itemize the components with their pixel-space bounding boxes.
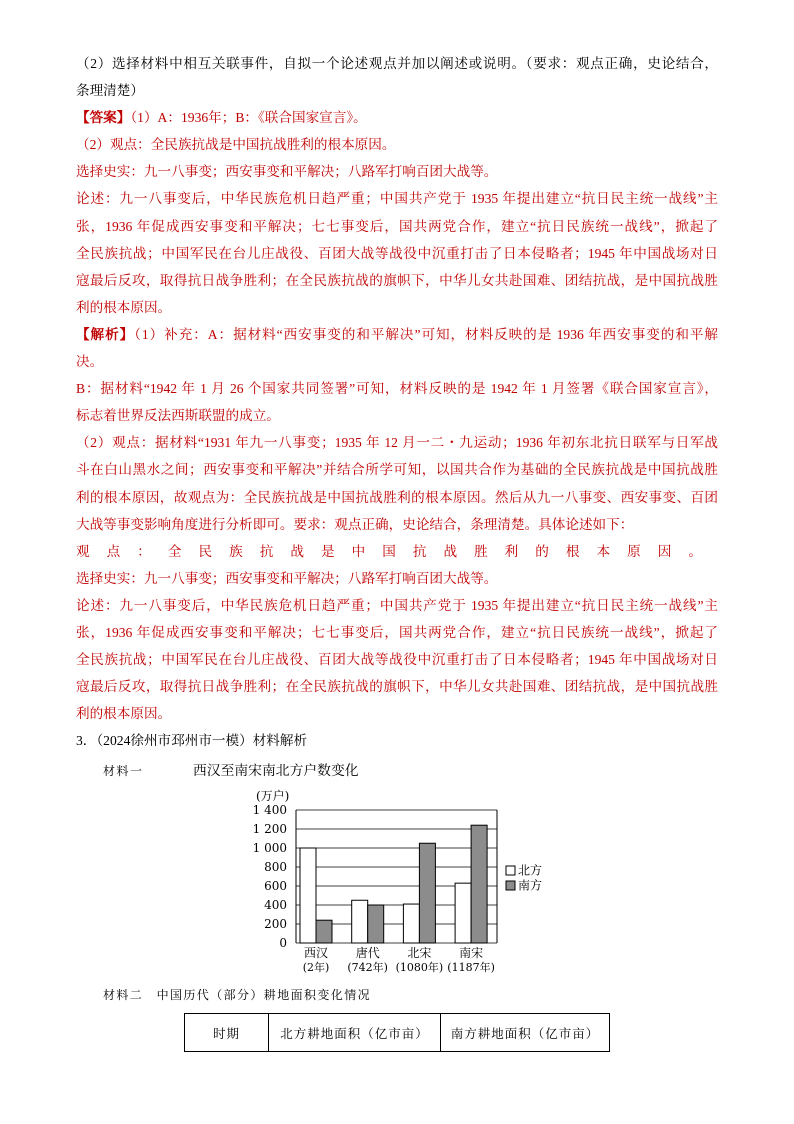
question-line: （2）选择材料中相互关联事件，自拟一个论述观点并加以阐述或说明。（要求：观点正确，史论结合， [76, 56, 718, 71]
chart-title: 西汉至南宋南北方户数变化 [193, 763, 359, 778]
bar-series-1-category-3 [471, 825, 487, 943]
x-tick-label: 南宋 [459, 946, 484, 960]
legend-label: 北方 [518, 863, 543, 878]
legend-swatch [506, 866, 515, 875]
analysis-line: B：据材料“1942 年 1 月 26 个国家共同签署”可知，材料反映的是 1942 年 1 月签署《联合国家宣言》， [76, 381, 718, 397]
bar-series-1-category-0 [316, 920, 332, 943]
bar-series-0-category-3 [455, 883, 471, 943]
analysis-line: 寇最后反攻，取得抗日战争胜利；在全民族抗战的旗帜下，中华儿女共赴国难、团结抗战，是中国抗战胜 [76, 679, 718, 695]
answer-line: 利的根本原因。 [76, 299, 172, 315]
analysis-line: （2）观点：据材料“1931 年九一八事变；1935 年 12 月一二・九运动；1936 年初东北抗日联军与日军战 [76, 435, 718, 451]
analysis-text: （1）补充：A：据材料“西安事变的和平解决”可知，材料反映的是 1936 年西安事变的和平解 [134, 326, 719, 342]
analysis-line: 决。 [76, 354, 104, 370]
bar-series-1-category-1 [368, 905, 384, 943]
analysis-line: 标志着世界反法西斯联盟的成立。 [76, 408, 280, 424]
analysis-line: 大战等事变影响角度进行分析即可。要求：观点正确，史论结合，条理清楚。具体论述如下： [76, 516, 634, 532]
material-2-caption: 材料二 中国历代（部分）耕地面积变化情况 [103, 988, 372, 1002]
y-tick-label: 400 [264, 898, 287, 912]
y-tick-label: 0 [279, 936, 287, 950]
x-tick-sublabel: (2年) [302, 961, 330, 974]
analysis-first-line [76, 321, 718, 348]
analysis-viewpoint-line: 观点：全民族抗战是中国抗战胜利的根本原因。 [76, 543, 702, 559]
y-tick-label: 600 [264, 879, 287, 893]
farmland-table [184, 1013, 610, 1052]
analysis-line: 论述：九一八事变后，中华民族危机日趋严重；中国共产党于 1935 年提出建立“抗日民主统一战线”主 [76, 597, 718, 613]
question-3-heading: 3．（2024徐州市邳州市一模）材料解析 [76, 733, 308, 749]
bar-series-1-category-2 [419, 843, 435, 943]
analysis-line: 利的根本原因，故观点为：全民族抗战是中国抗战胜利的根本原因。然后从九一八事变、西安事变、百团 [76, 489, 718, 505]
legend-label: 南方 [518, 878, 543, 893]
analysis-line: 斗在白山黑水之间；西安事变和平解决”并结合所学可知，以国共合作为基础的全民族抗战是中国抗战胜 [76, 462, 718, 478]
answer-line: 全民族抗战；中国军民在台儿庄战役、百团大战等战役中沉重打击了日本侵略者；1945 年中国战场对日 [76, 245, 718, 261]
answer-line: 寇最后反攻，取得抗日战争胜利；在全民族抗战的旗帜下，中华儿女共赴国难、团结抗战，是中国抗战胜 [76, 272, 718, 288]
bar-series-0-category-2 [403, 904, 419, 943]
x-tick-label: 西汉 [303, 946, 329, 960]
bar-series-0-category-0 [300, 848, 316, 943]
y-tick-label: 1 200 [252, 822, 287, 836]
question-line: 条理清楚） [76, 83, 144, 99]
analysis-line: 全民族抗战；中国军民在台儿庄战役、百团大战等战役中沉重打击了日本侵略者；1945 年中国战场对日 [76, 652, 718, 668]
x-tick-sublabel: (1080年) [395, 961, 444, 974]
y-tick-label: 1 400 [252, 803, 287, 817]
bar-series-0-category-1 [352, 900, 368, 943]
y-axis-label: (万户) [256, 789, 290, 803]
y-tick-label: 200 [264, 917, 287, 931]
y-tick-label: 800 [264, 860, 287, 874]
table-header-north-area: 北方耕地面积（亿市亩） [269, 1014, 441, 1052]
answer-text: （1）A：1936年；B：《联合国家宣言》。 [130, 110, 367, 126]
table-header-row [185, 1014, 610, 1052]
legend-swatch [506, 881, 515, 890]
table-header-south-area: 南方耕地面积（亿市亩） [441, 1014, 610, 1052]
analysis-line: 张，1936 年促成西安事变和平解决；七七事变后，国共两党合作，建立“抗日民族统一战线”，掀起了 [76, 624, 718, 640]
analysis-line: 选择史实：九一八事变；西安事变和平解决；八路军打响百团大战等。 [76, 570, 498, 586]
table-header-period: 时期 [185, 1014, 269, 1052]
analysis-line: 利的根本原因。 [76, 706, 172, 722]
x-tick-label: 北宋 [407, 946, 432, 960]
analysis-label: 【解析】 [76, 326, 135, 342]
x-tick-sublabel: (742年) [347, 961, 388, 974]
body-text [76, 50, 718, 754]
answer-line: 选择史实：九一八事变；西安事变和平解决；八路军打响百团大战等。 [76, 164, 498, 180]
household-bar-chart [240, 785, 550, 985]
answer-line: 张，1936 年促成西安事变和平解决；七七事变后，国共两党合作，建立“抗日民族统一战线”，掀起了 [76, 218, 718, 234]
x-tick-label: 唐代 [355, 946, 380, 960]
answer-line: 论述：九一八事变后，中华民族危机日趋严重；中国共产党于 1935 年提出建立“抗日民主统一战线”主 [76, 191, 718, 207]
y-tick-label: 1 000 [252, 841, 287, 855]
material-1-label: 材料一 [103, 764, 144, 778]
answer-line: （2）观点：全民族抗战是中国抗战胜利的根本原因。 [76, 137, 396, 153]
answer-label: 【答案】 [76, 110, 131, 126]
answer-first-line [76, 104, 718, 131]
x-tick-sublabel: (1187年) [447, 961, 495, 974]
